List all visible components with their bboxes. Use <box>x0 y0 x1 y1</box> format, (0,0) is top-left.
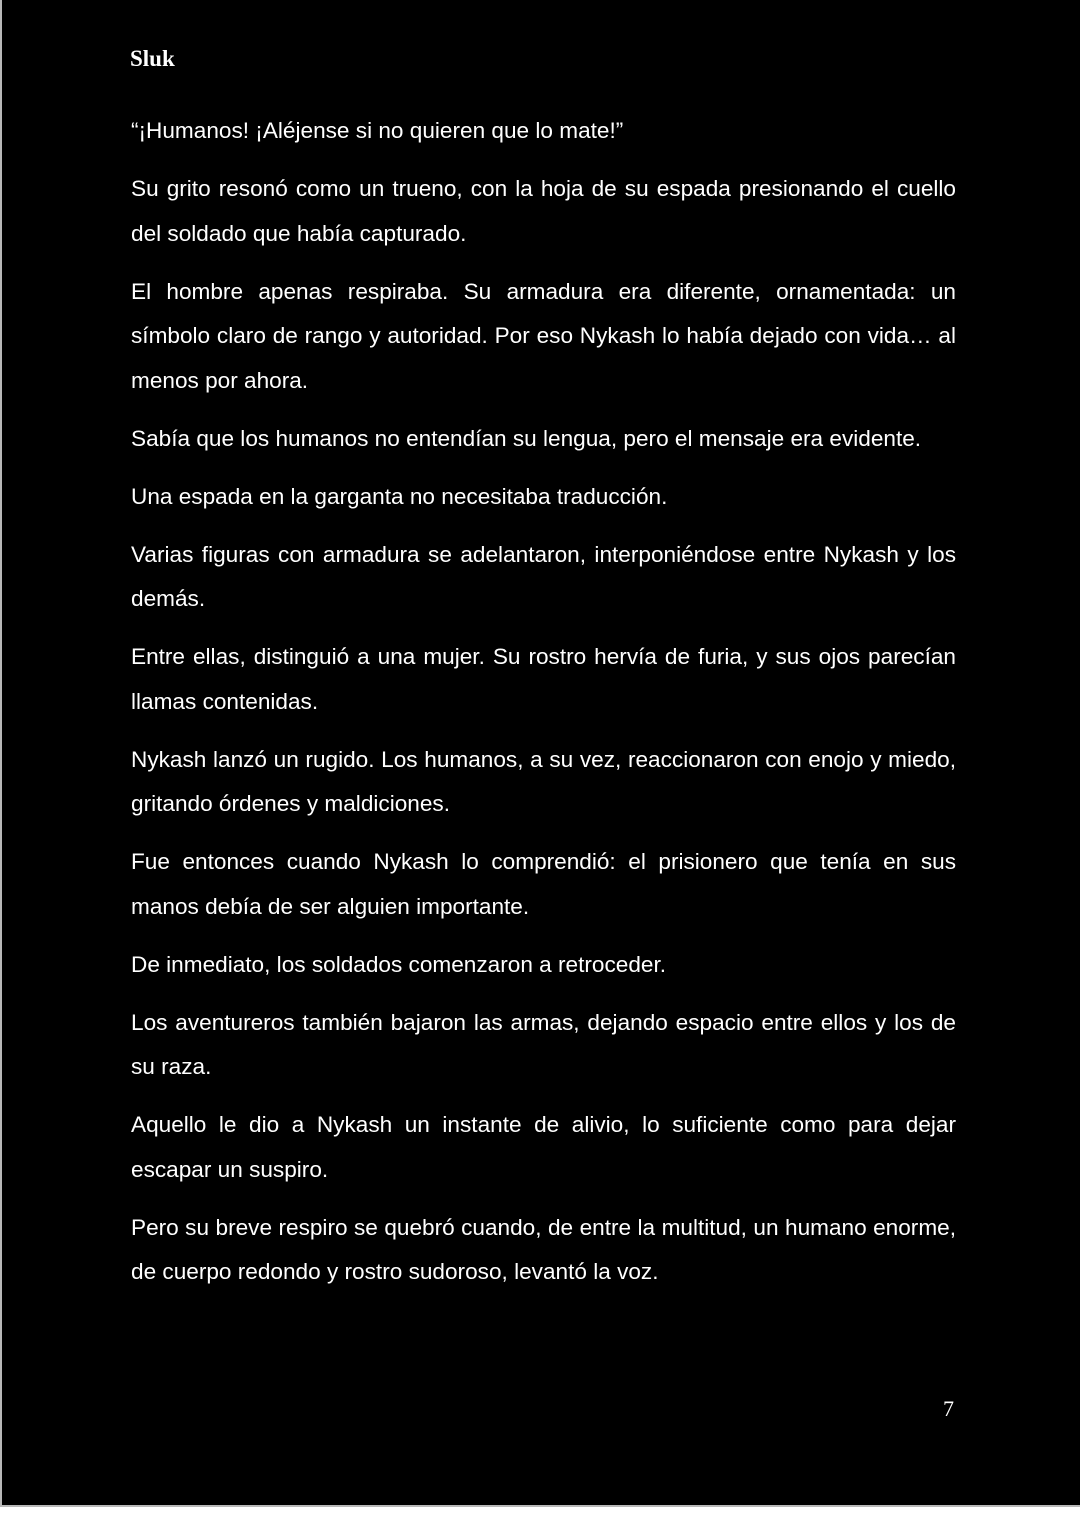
paragraph: Pero su breve respiro se quebró cuando, de entre la multitud, un humano enorme, de cuerpo redondo y rostro sudoroso, levantó la voz. <box>131 1214 956 1284</box>
paragraph: El hombre apenas respiraba. Su armadura era diferente, ornamentada: un símbolo claro de rango y autoridad. Por eso Nykash lo había dejado con vida… al menos por ahora. <box>131 278 956 393</box>
paragraph: Fue entonces cuando Nykash lo comprendió: el prisionero que tenía en sus manos debía de ser alguien importante. <box>131 849 956 919</box>
paragraph: Una espada en la garganta no necesitaba traducción. <box>131 483 668 509</box>
paragraph: Varias figuras con armadura se adelantaron, interponiéndose entre Nykash y los demás. <box>131 541 956 611</box>
page-number: 7 <box>943 1396 954 1421</box>
paragraph: De inmediato, los soldados comenzaron a retroceder. <box>131 951 667 977</box>
body-text <box>131 109 956 1308</box>
paragraph: Los aventureros también bajaron las armas, dejando espacio entre ellos y los de su raza. <box>131 1009 956 1079</box>
paragraph: Su grito resonó como un trueno, con la hoja de su espada presionando el cuello del soldado que había capturado. <box>131 176 956 246</box>
paragraph: Nykash lanzó un rugido. Los humanos, a su vez, reaccionaron con enojo y miedo, gritando órdenes y maldiciones. <box>131 746 956 816</box>
running-header-title: Sluk <box>130 46 175 71</box>
paragraph: Entre ellas, distinguió a una mujer. Su rostro hervía de furia, y sus ojos parecían llamas contenidas. <box>131 644 956 714</box>
paragraph: “¡Humanos! ¡Aléjense si no quieren que lo mate!” <box>131 118 624 143</box>
paragraph: Sabía que los humanos no entendían su lengua, pero el mensaje era evidente. <box>131 425 922 451</box>
paragraph: Aquello le dio a Nykash un instante de alivio, lo suficiente como para dejar escapar un suspiro. <box>131 1112 956 1182</box>
